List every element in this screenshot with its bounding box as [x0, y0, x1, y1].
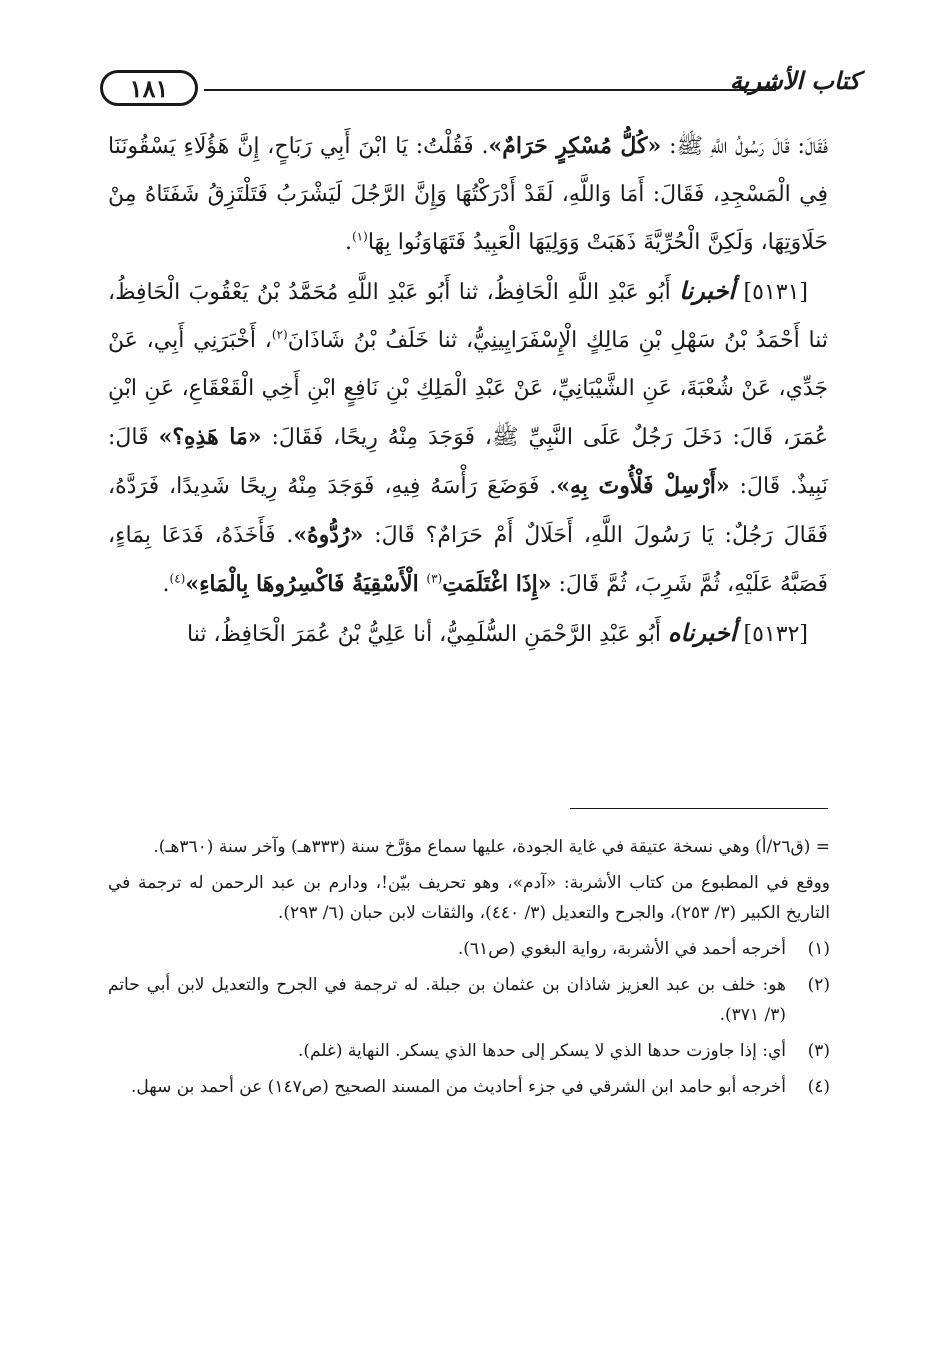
footnote-item	[108, 934, 830, 964]
prophet-speech: «رُدُّوهُ»	[293, 522, 364, 548]
footnote-text: أخرجه أبو حامد ابن الشرقي في جزء أحاديث من المسند الصحيح (ص١٤٧) عن أحمد بن سهل.	[130, 1077, 786, 1097]
prophet-speech: «كُلُّ مُسْكِرٍ حَرَامٌ»	[488, 133, 662, 159]
hadith-5131: [٥١٣١] أخبرنا أَبُو عَبْدِ اللَّهِ الْحَافِظُ، ثنا أَبُو عَبْدِ اللَّهِ مُحَمَّدُ بْنُ يَعْقُوبَ الْحَافِظُ، ثنا أَحْمَدُ بْنُ سَهْلِ بْنِ مَالِكٍ الْإِسْفَرَايِينِيُّ، ثنا خَلَفُ بْنُ شَاذَانَ$^{(٢)}$، أَخْبَرَنِي أَبِي، عَنْ جَدِّي، عَنْ شُعْبَةَ، عَنِ الشَّيْبَانِيِّ، عَنْ عَبْدِ الْمَلِكِ بْنِ نَافِعٍ ابْنِ أَخِي الْقَعْقَاعِ، عَنِ ابْنِ عُمَرَ، قَالَ: دَخَلَ رَجُلٌ عَلَى النَّبِيِّ ﷺ، فَوَجَدَ مِنْهُ رِيحًا، فَقَالَ: «مَا هَذِهِ؟» قَالَ: نَبِيذٌ. قَالَ: «أَرْسِلْ فَلْأُوتَ بِهِ». فَوَضَعَ رَأْسَهُ فِيهِ، فَوَجَدَ مِنْهُ رِيحًا شَدِيدًا، فَرَدَّهُ، فَقَالَ رَجُلٌ: يَا رَسُولَ اللَّهِ، أَحَلَالٌ أَمْ حَرَامٌ؟ قَالَ: «رُدُّوهُ». فَأَخَذَهُ، فَدَعَا بِمَاءٍ، فَصَبَّهُ عَلَيْهِ، ثُمَّ شَرِبَ، ثُمَّ قَالَ: «إِذَا اغْتَلَمَتِ$^{(٣)}$ الْأَسْقِيَةُ فَاكْسِرُوهَا بِالْمَاءِ»$^{(٤)}$.	[108, 276, 829, 597]
page-header	[100, 64, 860, 114]
prophet-speech: «أَرْسِلْ فَلْأُوتَ بِهِ»	[556, 473, 730, 499]
akhbarana-word: أخبرناه	[667, 618, 737, 647]
footnote-ref: (١)	[351, 229, 368, 244]
footnote-item	[108, 1036, 830, 1066]
footnote-item	[108, 970, 830, 1030]
prophet-speech: «مَا هَذِهِ؟»	[158, 424, 262, 450]
footnote-item	[108, 1072, 830, 1102]
hadith-number: [٥١٣١]	[743, 280, 808, 305]
footnote-text: أخرجه أحمد في الأشربة، رواية البغوي (ص٦١).	[457, 939, 786, 959]
book-title: كتاب الأشربة	[729, 66, 860, 95]
footnote-ref: (٣)	[426, 571, 443, 586]
footnote-ref: (٤)	[169, 571, 186, 586]
akhbarana-word: أخبرنا	[679, 276, 736, 305]
footnote-text: هو: خلف بن عبد العزيز شاذان بن عثمان بن جبلة. له ترجمة في الجرح والتعديل لابن أبي حاتم (٣/ ٣٧١).	[108, 975, 786, 1025]
prophet-speech: الْأَسْقِيَةُ فَاكْسِرُوهَا بِالْمَاءِ»	[185, 571, 427, 597]
footnote-number: (١)	[807, 939, 830, 959]
footnote-number: (٢)	[807, 975, 830, 995]
footnote-number: (٤)	[807, 1077, 830, 1097]
footnote-ref: (٢)	[271, 327, 288, 342]
main-text	[108, 122, 828, 659]
footnote-number: (٣)	[807, 1041, 830, 1061]
footnote-continuation: = (ق٢٦/أ) وهي نسخة عتيقة في غاية الجودة، عليها سماع مؤرَّخ سنة (٣٣٣هـ) وآخر سنة (٣٦٠هـ).	[153, 837, 830, 857]
footnote-text: أي: إذا جاوزت حدها الذي لا يسكر إلى حدها الذي يسكر. النهاية (غلم).	[297, 1041, 786, 1061]
prophet-speech: «إِذَا اغْتَلَمَتِ	[442, 571, 552, 597]
paragraph-continuation: فَقَالَ: قَالَ رَسُولُ اللَّهِ ﷺ: «كُلُّ مُسْكِرٍ حَرَامٌ». فَقُلْتُ: يَا ابْنَ أَبِي رَبَاحٍ، إِنَّ هَؤُلَاءِ يَسْقُونَنَا فِي الْمَسْجِدِ، فَقَالَ: أَمَا وَاللَّهِ، لَقَدْ أَدْرَكْتُهَا وَإِنَّ الرَّجُلَ لَيَشْرَبُ فَتَلْتَزِقُ شَفَتَاهُ مِنْ حَلَاوَتِهَا، وَلَكِنَّ الْحُرِّيَّةَ ذَهَبَتْ وَوَلِيَهَا الْعَبِيدُ فَتَهَاوَنُوا بِهَا$^{(١)}$.	[108, 133, 828, 255]
footnotes	[108, 832, 830, 1108]
hadith-number: [٥١٣٢]	[743, 622, 808, 647]
page-number: ١٨١	[100, 70, 198, 106]
footnote-divider	[570, 808, 828, 809]
hadith-5132: [٥١٣٢] أخبرناه أَبُو عَبْدِ الرَّحْمَنِ السُّلَمِيُّ، أنا عَلِيُّ بْنُ عُمَرَ الْحَافِظُ، ثنا	[187, 618, 808, 647]
footnote-continuation: ووقع في المطبوع من كتاب الأشربة: «آدم»، وهو تحريف بيّن!، ودارم بن عبد الرحمن له ترجمة في التاريخ الكبير (٣/ ٢٥٣)، والجرح والتعديل (٣/ ٤٤٠)، والثقات لابن حبان (٦/ ٢٩٣).	[108, 873, 830, 923]
header-rule	[204, 89, 776, 91]
